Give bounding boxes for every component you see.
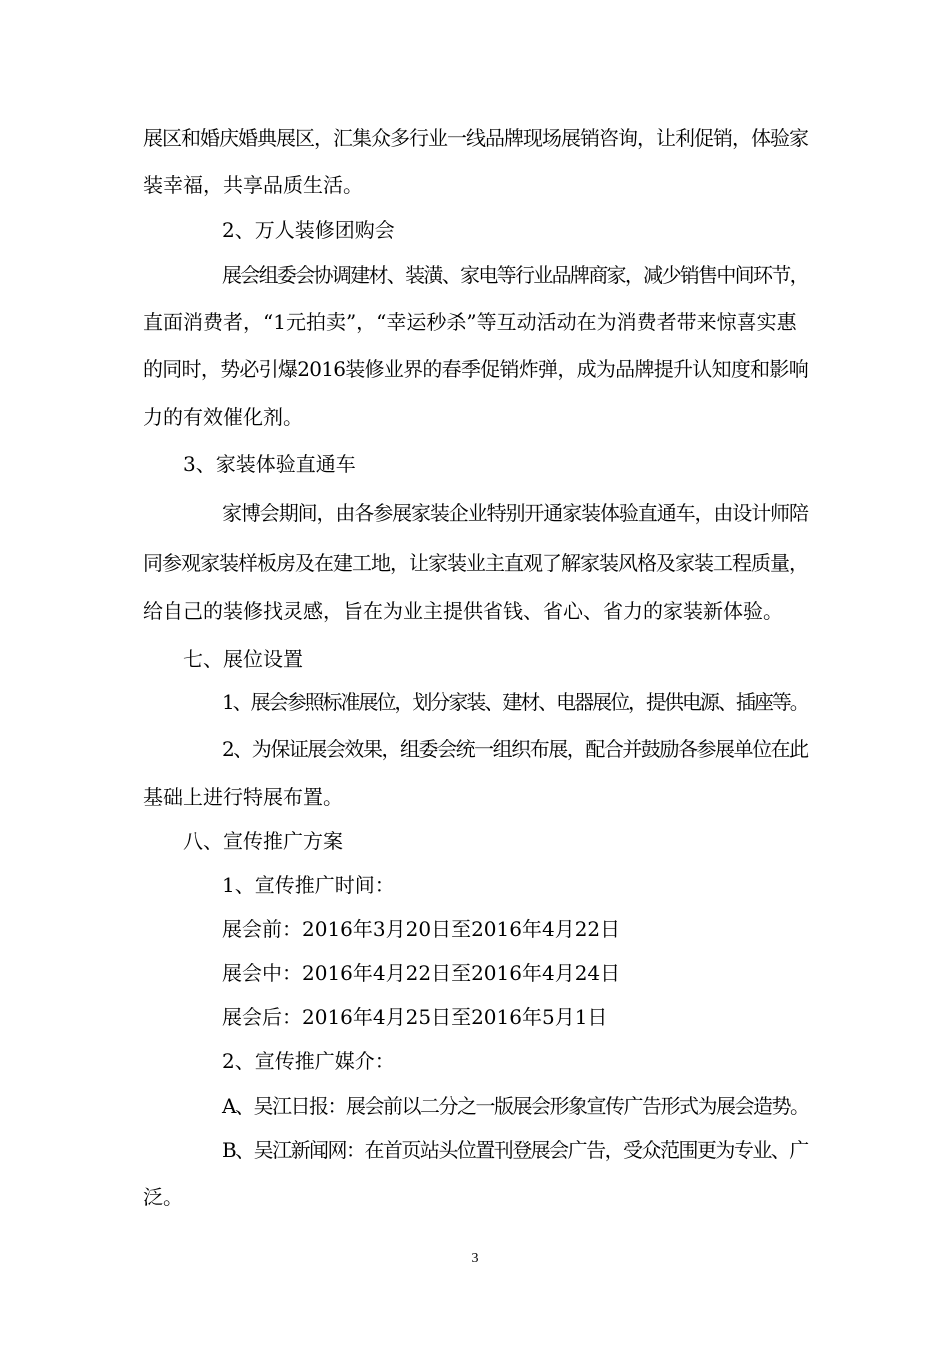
list-heading: 3、家装体验直通车 [183, 452, 356, 476]
list-heading: 2、万人装修团购会 [222, 218, 395, 242]
text-line: B、吴江新闻网：在首页站头位置刊登展会广告，受众范围更为专业、广 [222, 1138, 808, 1162]
text-line: 力的有效催化剂。 [143, 405, 303, 429]
section-heading: 八、宣传推广方案 [183, 829, 343, 853]
text-line: 展会组委会协调建材、装潢、家电等行业品牌商家，减少销售中间环节， [222, 263, 808, 287]
page-number: 3 [471, 1251, 479, 1266]
text-line: 2、宣传推广媒介： [222, 1049, 395, 1073]
text-line: 2、为保证展会效果，组委会统一组织布展，配合并鼓励各参展单位在此 [222, 737, 808, 761]
text-line: 同参观家装样板房及在建工地，让家装业主直观了解家装风格及家装工程质量， [143, 551, 808, 575]
section-heading: 七、展位设置 [183, 647, 303, 671]
text-line: 家博会期间，由各参展家装企业特别开通家装体验直通车，由设计师陪 [222, 501, 808, 525]
text-line: 1、展会参照标准展位，划分家装、建材、电器展位，提供电源、插座等。 [222, 690, 808, 714]
text-line: 泛。 [143, 1185, 183, 1209]
text-line: 的同时，势必引爆2016装修业界的春季促销炸弹，成为品牌提升认知度和影响 [143, 357, 808, 381]
text-line: 直面消费者，“1元拍卖”，“幸运秒杀”等互动活动在为消费者带来惊喜实惠 [143, 310, 797, 334]
text-line: A、吴江日报：展会前以二分之一版展会形象宣传广告形式为展会造势。 [222, 1094, 809, 1118]
text-line: 装幸福，共享品质生活。 [143, 173, 363, 197]
text-line: 展会后：2016年4月25日至2016年5月1日 [222, 1005, 608, 1029]
text-line: 给自己的装修找灵感，旨在为业主提供省钱、省心、省力的家装新体验。 [143, 599, 783, 623]
text-line: 展会中：2016年4月22日至2016年4月24日 [222, 961, 621, 985]
text-line: 展会前：2016年3月20日至2016年4月22日 [222, 917, 621, 941]
text-line: 展区和婚庆婚典展区，汇集众多行业一线品牌现场展销咨询，让利促销，体验家 [143, 126, 808, 150]
text-line: 基础上进行特展布置。 [143, 785, 343, 809]
text-line: 1、宣传推广时间： [222, 873, 395, 897]
